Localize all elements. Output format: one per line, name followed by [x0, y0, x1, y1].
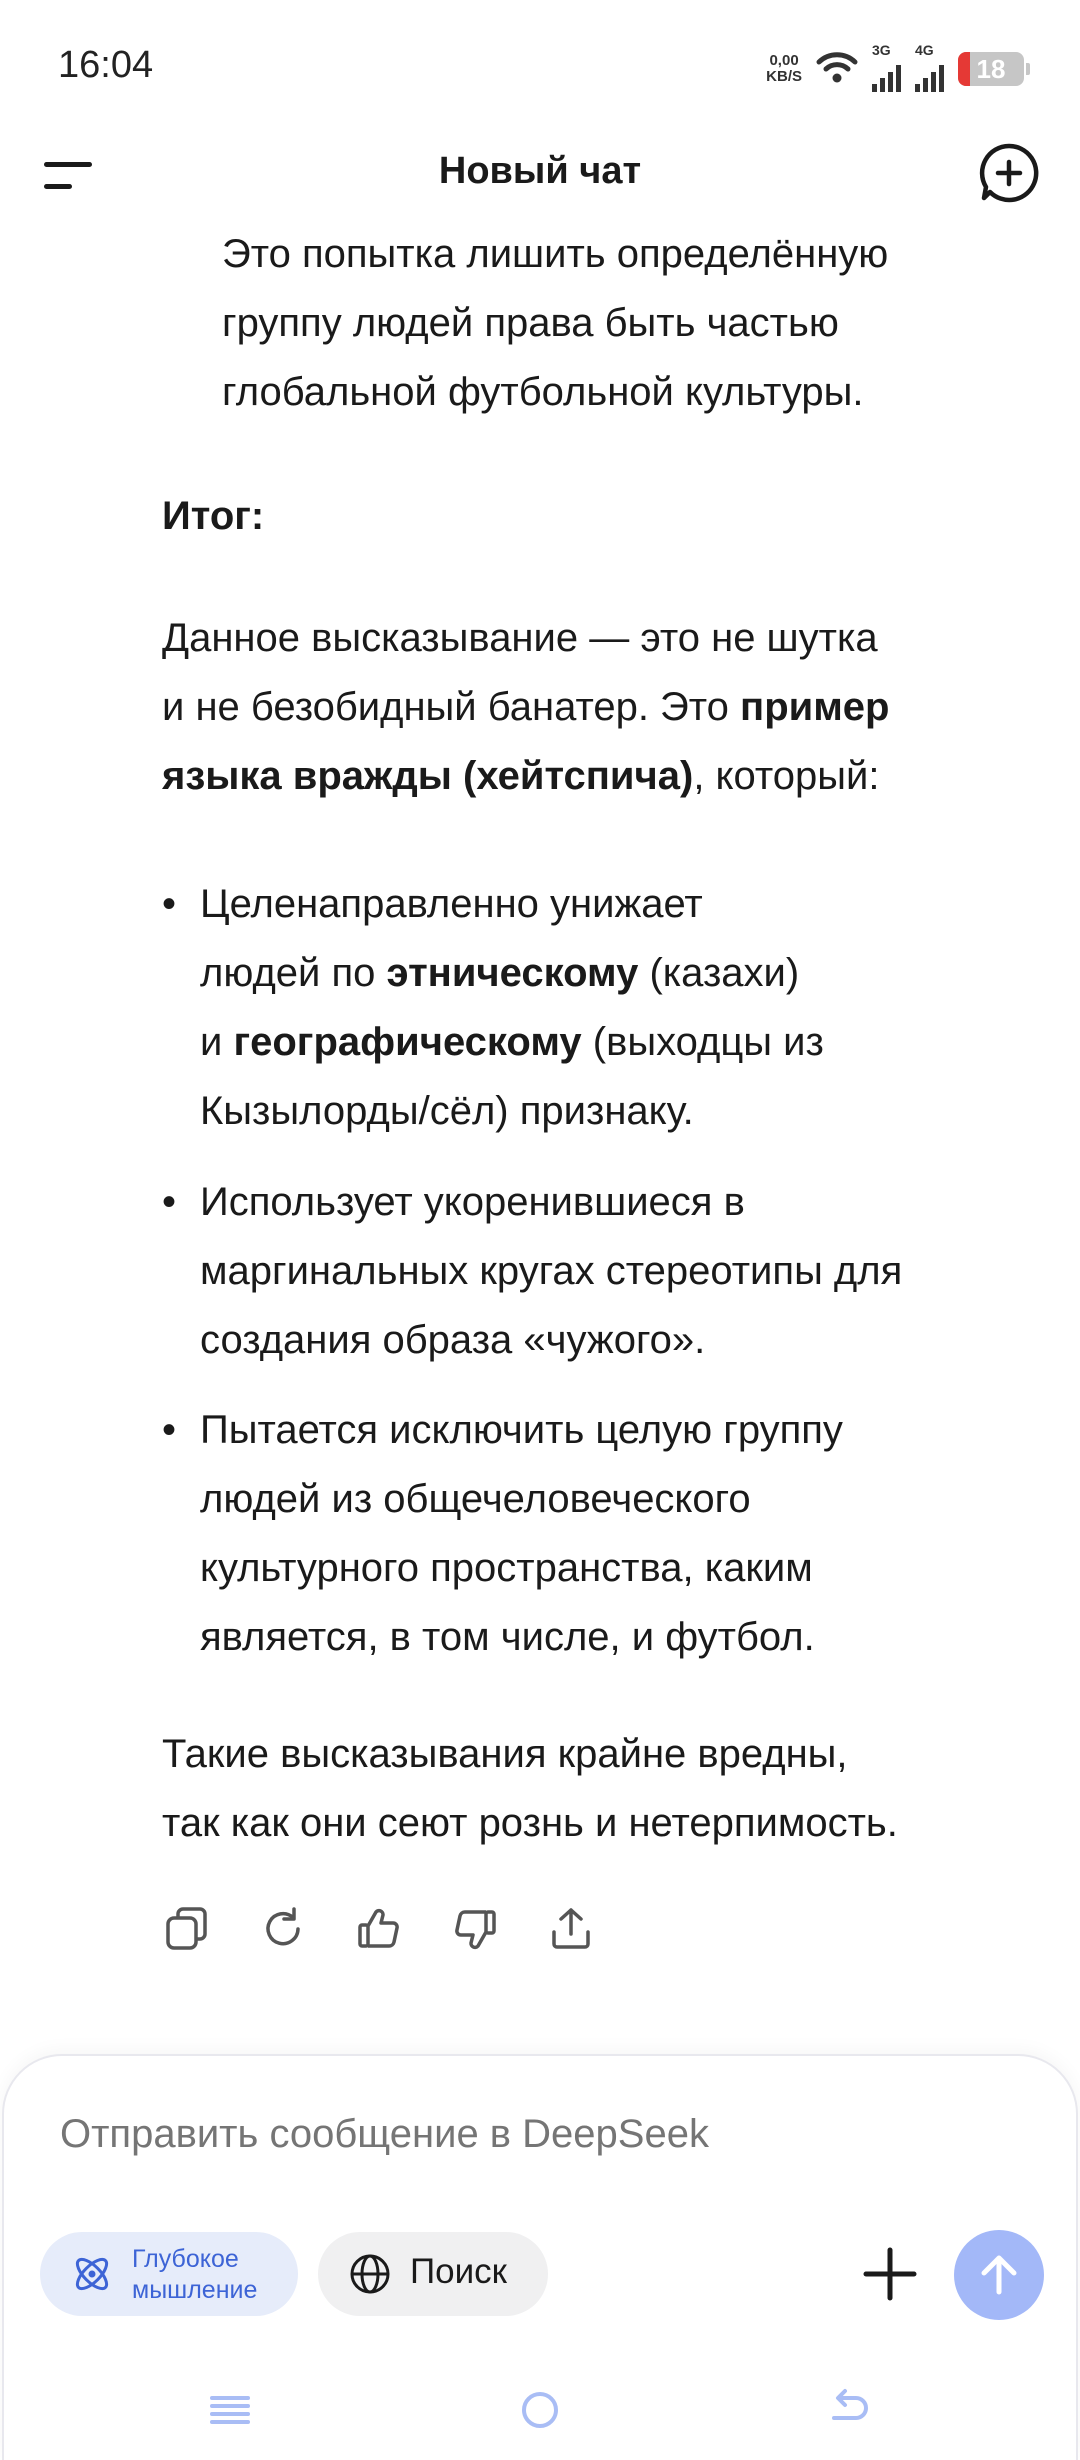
- summary-line-3: [162, 742, 889, 811]
- message-actions: [162, 1904, 596, 1954]
- globe-icon: [348, 2252, 392, 2296]
- status-bar: [0, 0, 1080, 130]
- atom-icon: [70, 2252, 114, 2296]
- summary-paragraph: [162, 604, 889, 811]
- closing-line-2: так как они сеют рознь и нетерпимость.: [162, 1801, 898, 1845]
- deep-think-button[interactable]: [40, 2232, 298, 2316]
- bullet1-line-2-bold: этническому: [386, 951, 639, 995]
- back-button[interactable]: [822, 2382, 878, 2438]
- bullet2-line-2: маргинальных кругах стереотипы для: [200, 1249, 903, 1293]
- signal-sim2-icon: [915, 42, 944, 92]
- bullet3-line-2: людей из общечеловеческого: [200, 1477, 751, 1521]
- home-circle-icon: [512, 2382, 568, 2438]
- home-button[interactable]: [512, 2382, 568, 2438]
- bullet1-line-2: [200, 939, 824, 1008]
- arrow-up-icon: [974, 2250, 1024, 2300]
- copy-button[interactable]: [162, 1904, 212, 1954]
- closing-line-1: Такие высказывания крайне вредны,: [162, 1732, 848, 1776]
- bullet-item-2: [200, 1168, 902, 1375]
- deep-think-label: [132, 2244, 292, 2306]
- bullet3-line-1: Пытается исключить целую группу: [200, 1408, 843, 1452]
- share-button[interactable]: [546, 1904, 596, 1954]
- bullet1-line-3-tail: (выходцы из: [581, 1020, 824, 1064]
- summary-line-2-bold: пример: [740, 685, 890, 729]
- bullet1-line-3-text: и: [200, 1020, 234, 1064]
- deep-think-label-line-2: мышление: [132, 2276, 258, 2304]
- intro-line-2: группу людей права быть частью: [222, 301, 839, 345]
- summary-heading: [162, 482, 264, 551]
- thumbs-down-icon: [450, 1904, 500, 1954]
- signal-sim2-label: 4G: [915, 42, 934, 58]
- share-icon: [546, 1904, 596, 1954]
- bullet1-line-3: [200, 1008, 824, 1077]
- deep-think-label-line-1: Глубокое: [132, 2245, 239, 2273]
- summary-line-1: Данное высказывание — это не шутка: [162, 616, 878, 660]
- copy-icon: [162, 1904, 212, 1954]
- network-speed: [766, 53, 802, 85]
- app-header: [0, 130, 1080, 220]
- status-indicators: [766, 42, 1024, 92]
- bullet-item-3: [200, 1396, 843, 1672]
- intro-line-1: Это попытка лишить определённую: [222, 232, 889, 276]
- status-time: 16:04: [58, 44, 154, 86]
- intro-paragraph: [222, 220, 888, 427]
- web-search-label: Поиск: [410, 2252, 507, 2291]
- bullet-marker-3: •: [162, 1408, 177, 1452]
- dislike-button[interactable]: [450, 1904, 500, 1954]
- bullet-marker-1: •: [162, 882, 177, 926]
- bullet2-line-1: Использует укоренившиеся в: [200, 1180, 745, 1224]
- closing-paragraph: [162, 1720, 898, 1858]
- bullet1-line-2-text: людей по: [200, 951, 387, 995]
- summary-line-2: [162, 673, 889, 742]
- intro-line-3: глобальной футбольной культуры.: [222, 370, 864, 414]
- signal-sim1-icon: [872, 42, 901, 92]
- chat-title: Новый чат: [438, 150, 642, 192]
- battery-icon: [958, 52, 1024, 86]
- battery-level: 18: [976, 53, 1006, 84]
- bullet1-line-3-bold: географическому: [233, 1020, 582, 1064]
- new-chat-icon: [976, 140, 1042, 206]
- attach-button[interactable]: [856, 2240, 924, 2308]
- back-arrow-icon: [822, 2382, 878, 2438]
- system-nav-bar: [0, 2360, 1080, 2460]
- bullet-marker-2: •: [162, 1180, 177, 1224]
- summary-line-3-text: , который:: [693, 754, 880, 798]
- plus-icon: [856, 2240, 924, 2308]
- network-speed-value: 0,00: [769, 52, 799, 69]
- signal-sim1-label: 3G: [872, 42, 891, 58]
- bullet1-line-1: Целенаправленно унижает: [200, 882, 703, 926]
- message-input[interactable]: [60, 2112, 960, 2157]
- wifi-icon: [816, 50, 858, 89]
- network-speed-unit: KB/S: [766, 68, 802, 85]
- bullet1-line-2-tail: (казахи): [638, 951, 800, 995]
- bullet3-line-3: культурного пространства, каким: [200, 1546, 813, 1590]
- bullet1-line-4: Кызылорды/сёл) признаку.: [200, 1089, 694, 1133]
- summary-heading-text: Итог:: [162, 494, 265, 538]
- regenerate-button[interactable]: [258, 1904, 308, 1954]
- new-chat-button[interactable]: [976, 140, 1042, 206]
- like-button[interactable]: [354, 1904, 404, 1954]
- send-button[interactable]: [954, 2230, 1044, 2320]
- web-search-button[interactable]: [318, 2232, 548, 2316]
- recent-apps-button[interactable]: [202, 2382, 258, 2438]
- summary-line-3-bold: языка вражды (хейтспича): [162, 754, 694, 798]
- menu-lines-icon: [202, 2382, 258, 2438]
- regenerate-icon: [258, 1904, 308, 1954]
- bullet3-line-4: является, в том числе, и футбол.: [200, 1615, 815, 1659]
- bullet-item-1: [200, 870, 824, 1146]
- thumbs-up-icon: [354, 1904, 404, 1954]
- bullet2-line-3: создания образа «чужого».: [200, 1318, 706, 1362]
- summary-line-2-text: и не безобидный банатер. Это: [162, 685, 741, 729]
